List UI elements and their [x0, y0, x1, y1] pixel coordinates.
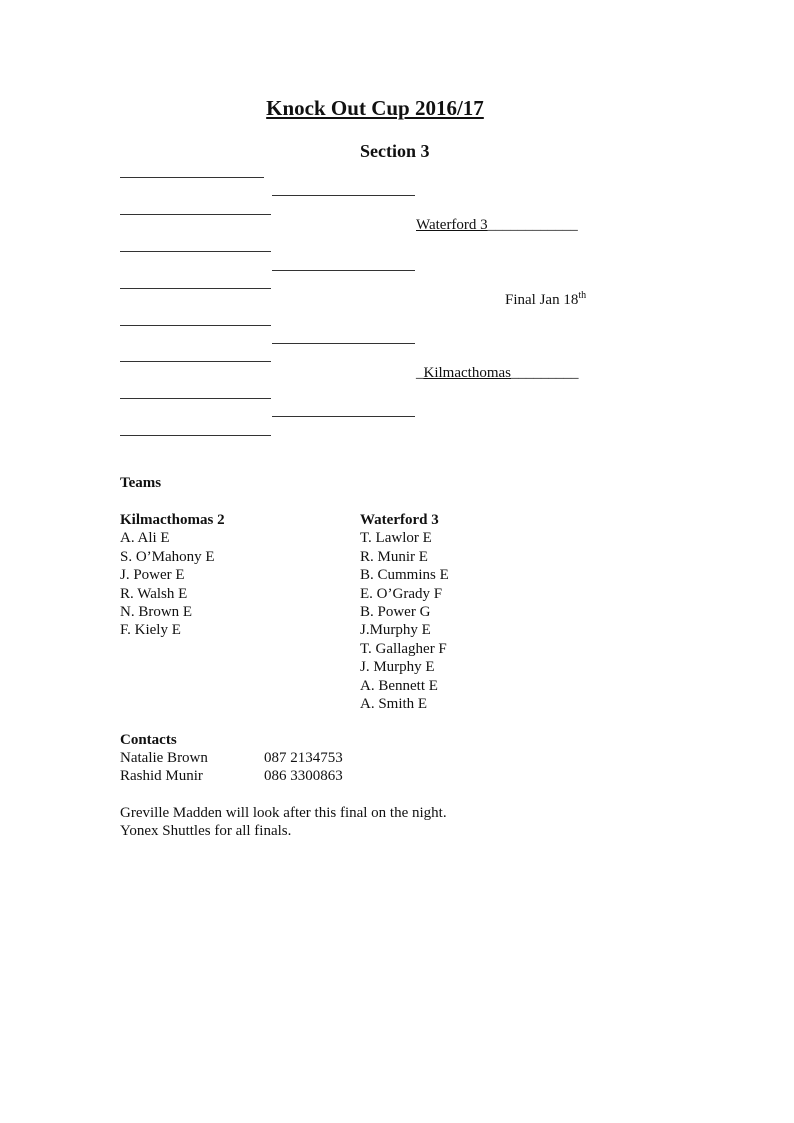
team-left-name: Kilmacthomas 2: [120, 512, 225, 528]
player: N. Brown E: [120, 604, 193, 621]
bracket-slot: [120, 177, 264, 178]
final-date: [505, 290, 586, 309]
player: A. Bennett E: [360, 677, 438, 694]
player: J. Power E: [120, 567, 185, 584]
section-heading: Section 3: [360, 141, 430, 161]
contact-name: Natalie Brown: [120, 750, 208, 766]
bracket-slot: [272, 270, 415, 271]
bracket-slot: [272, 195, 415, 196]
player: F. Kiely E: [120, 622, 181, 639]
final-suffix: th: [578, 290, 587, 301]
player: R. Munir E: [360, 548, 428, 565]
bracket-slot: [120, 288, 271, 289]
player: B. Power G: [360, 604, 431, 621]
semi-bottom-blank: _________: [510, 365, 579, 381]
player: S. O’Mahony E: [120, 548, 215, 565]
team-left: [120, 511, 225, 640]
player: R. Walsh E: [120, 585, 188, 602]
player: T. Gallagher F: [360, 640, 447, 657]
bracket-slot: [272, 343, 415, 344]
semi-final-bottom: [416, 365, 578, 382]
contact-name: Rashid Munir: [120, 768, 203, 784]
bracket-slot: [120, 361, 271, 362]
note: Greville Madden will look after this final on the night.: [120, 805, 447, 821]
final-label: Final Jan 18: [505, 292, 579, 308]
player: J.Murphy E: [360, 622, 431, 639]
bracket-slot: [120, 435, 271, 436]
semi-top-team: Waterford 3: [416, 217, 488, 233]
bracket-slot: [120, 214, 271, 215]
semi-top-blank: ____________: [487, 217, 578, 233]
teams-heading: Teams: [120, 475, 162, 491]
player: B. Cummins E: [360, 567, 449, 584]
semi-bottom-team: Kilmacthomas: [423, 365, 511, 381]
document-title: Knock Out Cup 2016/17: [266, 96, 484, 120]
player: T. Lawlor E: [360, 530, 432, 547]
team-right-name: Waterford 3: [360, 512, 439, 528]
player: J. Murphy E: [360, 659, 435, 676]
player: A. Smith E: [360, 696, 428, 713]
contact-phone: 086 3300863: [264, 768, 343, 784]
player: E. O’Grady F: [360, 585, 443, 602]
bracket-slot: [120, 325, 271, 326]
semi-bottom-lead: _: [416, 365, 424, 381]
bracket-slot: [120, 251, 271, 252]
bracket-slot: [120, 398, 271, 399]
bracket-slot: [272, 416, 415, 417]
player: A. Ali E: [120, 530, 170, 547]
contacts-heading: Contacts: [120, 732, 177, 748]
note: Yonex Shuttles for all finals.: [120, 823, 292, 839]
semi-final-top: [416, 217, 578, 234]
contact-phone: 087 2134753: [264, 750, 343, 766]
team-right: [360, 511, 449, 713]
